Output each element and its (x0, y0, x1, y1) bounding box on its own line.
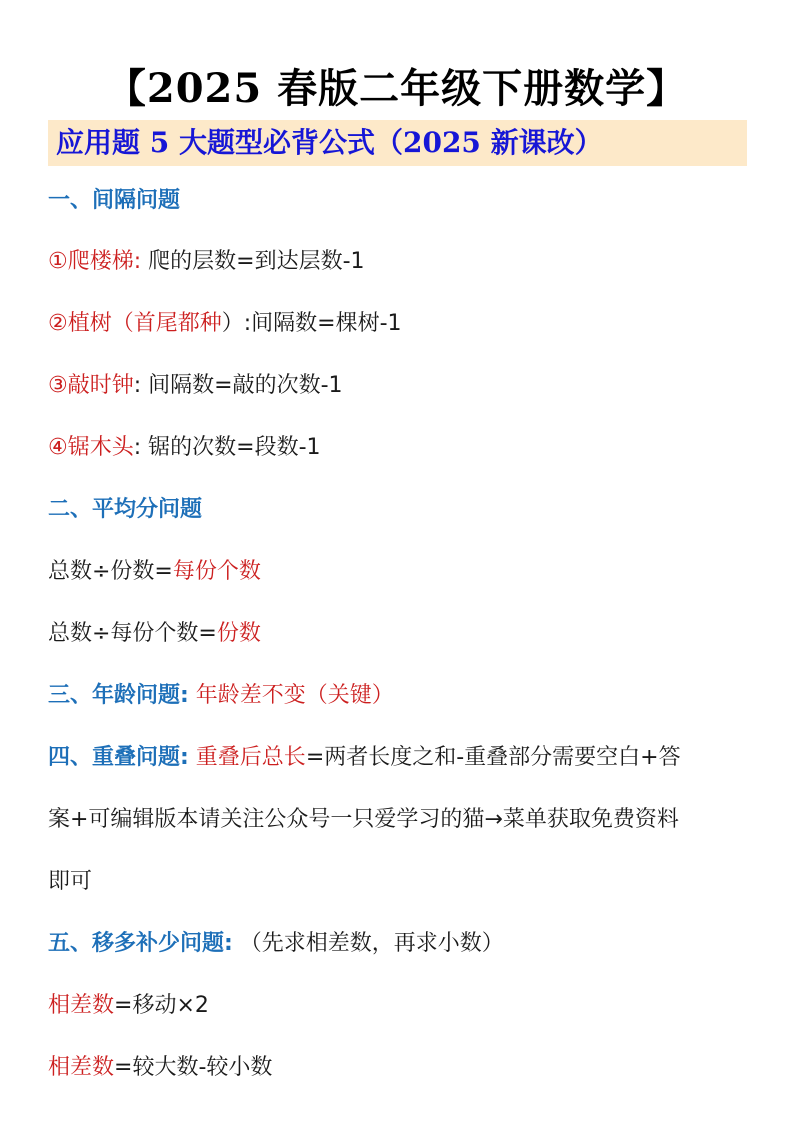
formula-text: =两者长度之和-重叠部分需要空白+答 (305, 745, 681, 770)
formula-key: 份数 (216, 621, 261, 646)
formula-difference-1 (48, 989, 209, 1023)
formula-saw-wood (48, 431, 321, 465)
section-heading-average: 二、平均分问题 (48, 497, 203, 522)
formula-text: 总数÷每份个数= (48, 621, 217, 646)
formula-key: 每份个数 (172, 559, 261, 584)
formula-text: 爬的层数=到达层数-1 (141, 249, 365, 274)
subtitle-banner (48, 120, 747, 166)
section-heading-age: 三、年龄问题: (48, 683, 189, 708)
formula-text: ）:间隔数=棵树-1 (221, 311, 402, 336)
formula-text: =移动×2 (114, 993, 209, 1018)
formula-text: =较大数-较小数 (114, 1055, 273, 1080)
section-overlap (48, 741, 681, 775)
formula-text: 总数÷份数= (48, 559, 173, 584)
section-heading-interval: 一、间隔问题 (48, 188, 181, 213)
overlap-continuation-end: 即可 (48, 869, 93, 894)
formula-key: 年龄差不变（关键） (188, 683, 394, 708)
section-heading-move-balance: 五、移多补少问题: (48, 931, 233, 956)
subtitle-text: 应用题 5 大题型必背公式（2025 新课改） (56, 126, 603, 159)
formula-strike-clock (48, 369, 343, 403)
section-heading-overlap: 四、重叠问题: (48, 745, 189, 770)
formula-text: : 间隔数=敲的次数-1 (133, 373, 343, 398)
formula-key: 相差数 (48, 993, 115, 1018)
formula-difference-2 (48, 1051, 272, 1085)
formula-average-2 (48, 617, 261, 651)
formula-key: ④锯木头 (48, 435, 134, 460)
formula-key: ②植树（首尾都种 (48, 311, 222, 336)
formula-climb-stairs (48, 245, 365, 279)
formula-plant-trees (48, 307, 402, 341)
formula-key: 重叠后总长 (188, 745, 306, 770)
formula-text: : 锯的次数=段数-1 (133, 435, 321, 460)
formula-key: 相差数 (48, 1055, 115, 1080)
section-note: （先求相差数，再求小数） (232, 931, 504, 956)
section-age (48, 679, 394, 713)
overlap-continuation: 案+可编辑版本请关注公众号一只爱学习的猫→菜单获取免费资料 (48, 807, 679, 832)
formula-key: ③敲时钟 (48, 373, 134, 398)
formula-average-1 (48, 555, 261, 589)
section-move-balance (48, 927, 504, 961)
formula-key: ①爬楼梯: (48, 249, 142, 274)
page-title: 【2025 春版二年级下册数学】 (105, 65, 688, 112)
